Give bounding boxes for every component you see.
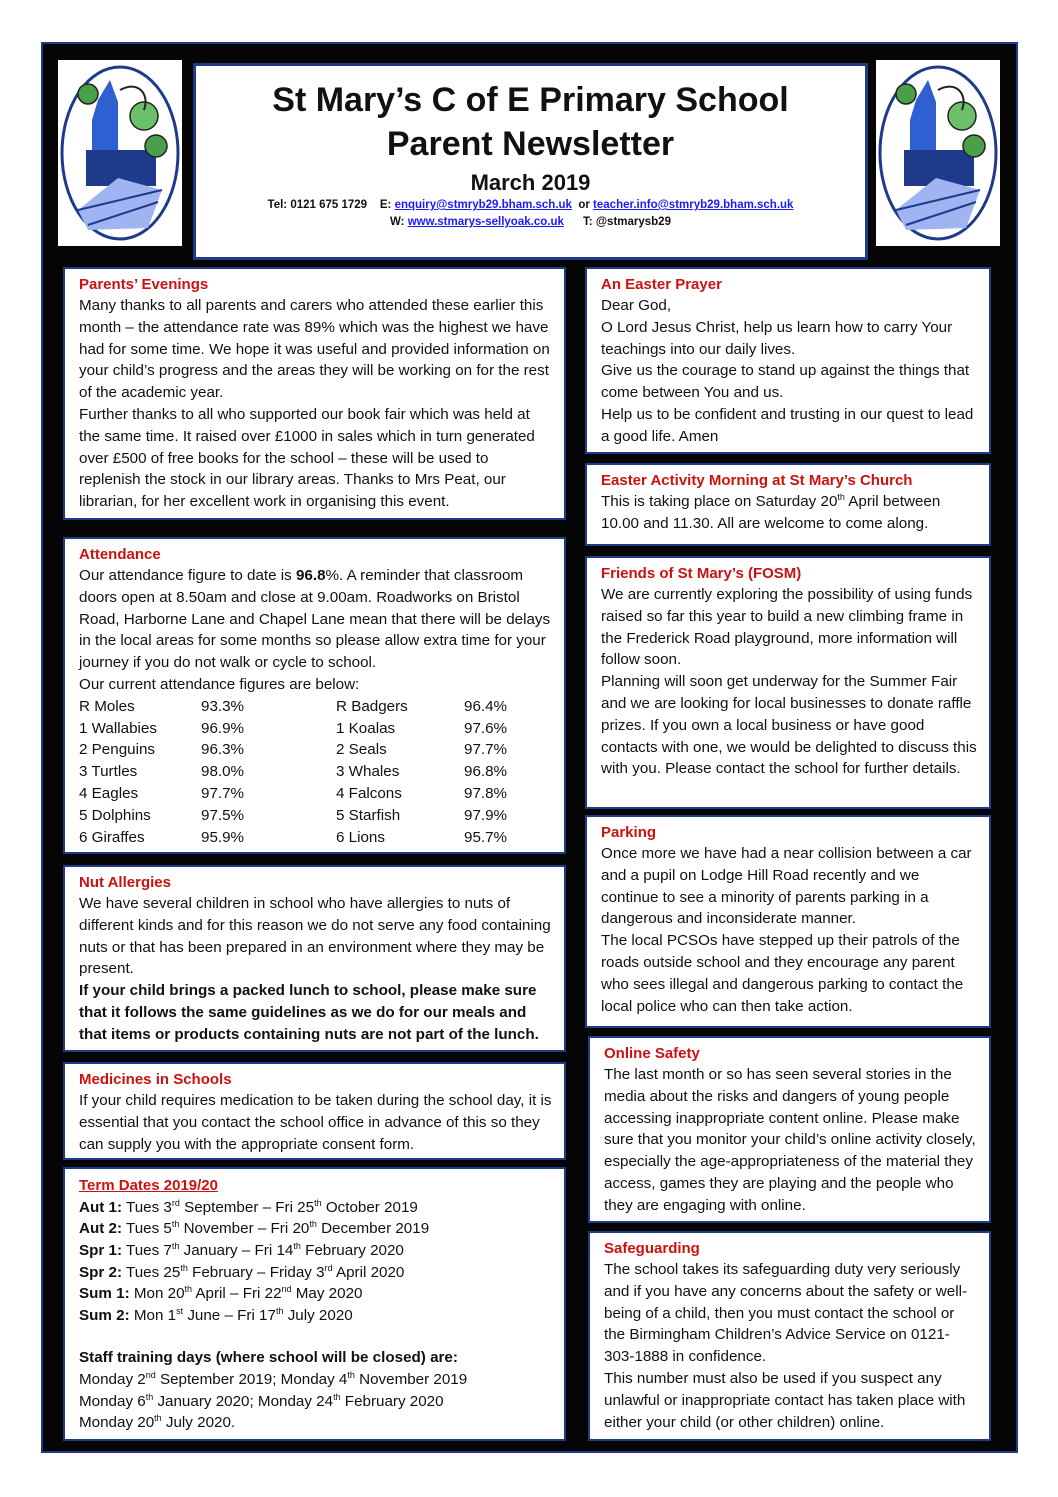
class-name: 3 Whales xyxy=(336,763,400,781)
class-rate: 95.7% xyxy=(464,828,508,846)
class-rate: 97.7% xyxy=(464,741,508,759)
website-link[interactable]: www.stmarys-sellyoak.co.uk xyxy=(407,216,564,228)
term-label: Sum 2: xyxy=(79,1306,130,1324)
training-day-line xyxy=(79,1369,552,1391)
online-safety-para1: The last month or so has seen several stories in the media about the risks and dangers of young people accessing inappropriate content online. Please make sure that you monitor your child’s online activity closely, especially the age-appropriateness of the material they access, games they are playing and the people who they are engaging with online. xyxy=(604,1066,976,1214)
term-label: Spr 2: xyxy=(79,1263,123,1281)
attendance-row xyxy=(79,805,534,827)
term-date-sup: th xyxy=(293,1240,301,1251)
term-dates-box xyxy=(63,1167,566,1441)
term-date-b: September – Fri 25 xyxy=(179,1198,315,1216)
term-date-a: Mon 20 xyxy=(129,1285,185,1303)
class-name: R Moles xyxy=(79,697,135,715)
nut-allergies-para2: If your child brings a packed lunch to school, please make sure that it follows the same guidelines as we do for our meals and that items or products containing nuts are not part of the lunch. xyxy=(79,982,539,1043)
term-date-line xyxy=(79,1305,552,1327)
term-date-c: July 2020 xyxy=(283,1306,353,1324)
training-day-part: th xyxy=(154,1413,162,1424)
training-day-line xyxy=(79,1391,552,1413)
attendance-box xyxy=(63,537,566,854)
school-logo-left xyxy=(58,60,182,246)
contact-line-2 xyxy=(196,215,865,230)
attendance-figure: 96.8 xyxy=(295,567,326,584)
easter-activity-text xyxy=(601,491,977,535)
term-date-sup: th xyxy=(314,1197,322,1208)
training-day-part: January 2020; Monday 24 xyxy=(153,1392,334,1410)
nut-allergies-para1: We have several children in school who have allergies to nuts of different kinds and for this reason we do not serve any food containing nuts or that has been prepared in an environment where they may be present. xyxy=(79,895,551,978)
term-date-line xyxy=(79,1262,552,1284)
parking-title: Parking xyxy=(601,824,657,841)
training-days-list xyxy=(79,1369,552,1434)
class-rate: 97.5% xyxy=(201,806,245,824)
term-date-c: February 2020 xyxy=(300,1241,404,1259)
term-date-line xyxy=(79,1197,552,1219)
term-dates-title: Term Dates 2019/20 xyxy=(79,1177,218,1194)
or-label: or xyxy=(578,199,590,211)
training-days-title: Staff training days (where school will be closed) are: xyxy=(79,1349,458,1367)
fosm-title: Friends of St Mary’s (FOSM) xyxy=(601,565,802,582)
training-day-part: th xyxy=(145,1391,154,1402)
class-rate: 98.0% xyxy=(201,763,245,781)
term-date-line xyxy=(79,1240,552,1262)
easter-prayer-line-2: O Lord Jesus Christ, help us learn how to carry Your teachings into our daily lives. xyxy=(601,318,953,358)
parents-evenings-para2: Further thanks to all who supported our book fair which was held at the same time. It raised over £1000 in sales which in turn generated over £500 of free books for the school – these will be used to replenish the stock in our library areas. Thanks to Mrs Peat, our librarian, for her excellent work in organising this event. xyxy=(79,405,535,511)
term-date-sup: th xyxy=(184,1284,193,1295)
term-dates-list xyxy=(79,1197,552,1327)
term-date-b: February – Friday 3 xyxy=(187,1263,325,1281)
safeguarding-title: Safeguarding xyxy=(604,1240,700,1257)
term-date-sup: rd xyxy=(324,1262,333,1273)
attendance-row xyxy=(79,739,534,761)
training-day-part: Monday 20 xyxy=(79,1414,155,1432)
safeguarding-para1: The school takes its safeguarding duty very seriously and if you have any concerns about the safety or well-being of a child, then you must contact the school or the Birmingham Children’s Advice Service on 0121-303-1888 in confidence. xyxy=(604,1261,968,1366)
class-name: 2 Seals xyxy=(336,741,387,759)
parents-evenings-title: Parents’ Evenings xyxy=(79,276,209,293)
fosm-box xyxy=(585,556,991,809)
term-date-c: May 2020 xyxy=(291,1285,363,1303)
fosm-para1: We are currently exploring the possibility of using funds raised so far this year to build a new climbing frame in the Frederick Road playground, more information will follow soon. xyxy=(601,586,973,669)
safeguarding-para2: This number must also be used if you suspect any unlawful or inappropriate contact has taken place with either your child (or other children) online. xyxy=(604,1369,966,1431)
term-date-sup: st xyxy=(176,1305,184,1316)
class-name: 4 Eagles xyxy=(79,784,139,802)
training-day-part: November 2019 xyxy=(354,1370,468,1388)
training-day-part: September 2019; Monday 4 xyxy=(155,1370,348,1388)
class-name: 6 Lions xyxy=(336,828,385,846)
class-rate: 96.3% xyxy=(201,741,245,759)
training-day-part: th xyxy=(347,1369,355,1380)
parking-para2: The local PCSOs have stepped up their patrols of the roads outside school and they encourage any parent who sees illegal and dangerous parking to contact the local police who can then take action. xyxy=(601,932,964,1015)
easter-prayer-line-3: Give us the courage to stand up against the things that come between You and us. xyxy=(601,362,970,402)
training-day-part: nd xyxy=(145,1369,156,1380)
class-name: 2 Penguins xyxy=(79,741,155,759)
class-rate: 96.8% xyxy=(464,763,508,781)
attendance-row xyxy=(79,761,534,783)
email-link-enquiry[interactable]: enquiry@stmryb29.bham.sch.uk xyxy=(394,199,572,211)
nut-allergies-box xyxy=(63,865,566,1052)
class-rate: 93.3% xyxy=(201,697,245,715)
class-name: 3 Turtles xyxy=(79,763,138,781)
class-rate: 96.9% xyxy=(201,719,245,737)
attendance-row xyxy=(79,718,534,740)
term-date-sup: th xyxy=(275,1305,284,1316)
term-date-b: November – Fri 20 xyxy=(179,1220,310,1238)
class-rate: 97.7% xyxy=(201,784,245,802)
safeguarding-box xyxy=(588,1231,991,1441)
easter-activity-title: Easter Activity Morning at St Mary’s Church xyxy=(601,472,913,489)
easter-prayer-title: An Easter Prayer xyxy=(601,276,722,293)
easter-activity-sup: th xyxy=(837,491,845,502)
attendance-table-intro: Our current attendance figures are below: xyxy=(79,675,360,693)
term-date-a: Tues 7 xyxy=(122,1241,172,1259)
term-date-b: June – Fri 17 xyxy=(183,1306,276,1324)
term-date-a: Tues 25 xyxy=(122,1263,181,1281)
class-name: 5 Starfish xyxy=(336,806,401,824)
email-label: E: xyxy=(379,199,392,211)
online-safety-box xyxy=(588,1036,991,1223)
class-name: 1 Koalas xyxy=(336,719,396,737)
attendance-intro xyxy=(79,565,552,674)
email-link-teacher[interactable]: teacher.info@stmryb29.bham.sch.uk xyxy=(593,199,794,211)
term-label: Aut 2: xyxy=(79,1220,123,1238)
class-rate: 95.9% xyxy=(201,828,245,846)
easter-activity-box xyxy=(585,463,991,546)
training-day-part: Monday 6 xyxy=(79,1392,146,1410)
online-safety-title: Online Safety xyxy=(604,1045,700,1062)
attendance-row xyxy=(79,696,534,718)
term-date-b: April – Fri 22 xyxy=(192,1285,282,1303)
term-date-sup: nd xyxy=(281,1284,292,1295)
term-date-line xyxy=(79,1218,552,1240)
easter-activity-text-a: This is taking place on Saturday 20 xyxy=(601,493,838,510)
class-name: 1 Wallabies xyxy=(79,719,157,737)
fosm-para2: Planning will soon get underway for the Summer Fair and we are looking for local businesses to donate raffle prizes. If you own a local business or have good contacts with one, we would be delighted to discuss this with you. Please contact the school for further details. xyxy=(601,673,977,778)
class-name: 4 Falcons xyxy=(336,784,402,802)
term-date-c: October 2019 xyxy=(321,1198,418,1216)
easter-activity-text-b: April between 10.00 and 11.30. All are welcome to come along. xyxy=(601,493,941,532)
training-day-part: Monday 2 xyxy=(79,1370,146,1388)
term-label: Sum 1: xyxy=(79,1285,130,1303)
class-rate: 97.6% xyxy=(464,719,508,737)
school-name: St Mary’s C of E Primary School xyxy=(272,81,789,119)
class-rate: 96.4% xyxy=(464,697,508,715)
term-date-a: Tues 3 xyxy=(122,1198,172,1216)
training-day-part: July 2020. xyxy=(161,1414,236,1432)
attendance-title: Attendance xyxy=(79,546,161,563)
easter-prayer-box xyxy=(585,267,991,454)
term-date-c: December 2019 xyxy=(316,1220,430,1238)
medicines-para1: If your child requires medication to be taken during the school day, it is essential that you contact the school office in advance of this so they can supply you with the appropriate consent form. xyxy=(79,1092,552,1153)
easter-prayer-line-4: Help us to be confident and trusting in our quest to lead a good life. Amen xyxy=(601,405,974,445)
training-day-part: February 2020 xyxy=(340,1392,444,1410)
attendance-intro-b: %. A reminder that classroom doors open at 8.50am and close at 9.00am. Roadworks on Bristol Road, Harborne Lane and Chapel Lane mean that there will be delays in the local areas for some months so please allow extra time for your journey if you do not walk or cycle to school. xyxy=(79,567,551,672)
training-day-line xyxy=(79,1412,552,1434)
training-day-part: th xyxy=(333,1391,341,1402)
attendance-intro-a: Our attendance figure to date is xyxy=(79,567,296,584)
parents-evenings-para1: Many thanks to all parents and carers who attended these earlier this month – the attendance rate was 89% which was the highest we have had for some time. We hope it was useful and provided information on your child’s progress and the areas they will be working on for the rest of the academic year. xyxy=(79,297,550,402)
parking-para1: Once more we have had a near collision between a car and a pupil on Lodge Hill Road recently and we continue to see a minority of parents parking in a dangerous and inconsiderate manner. xyxy=(601,845,972,928)
tel-number: 0121 675 1729 xyxy=(290,199,368,211)
attendance-table xyxy=(79,696,534,849)
term-date-sup: rd xyxy=(171,1197,180,1208)
medicines-box xyxy=(63,1062,566,1160)
contact-line-1 xyxy=(196,198,865,213)
term-label: Spr 1: xyxy=(79,1241,123,1259)
newsletter-title: Parent Newsletter xyxy=(386,125,675,163)
web-label: W: xyxy=(390,216,405,228)
attendance-row xyxy=(79,783,534,805)
twitter-handle: @stmarysb29 xyxy=(595,216,671,228)
parents-evenings-box xyxy=(63,267,566,520)
class-rate: 97.8% xyxy=(464,784,508,802)
term-date-b: January – Fri 14 xyxy=(179,1241,294,1259)
nut-allergies-title: Nut Allergies xyxy=(79,874,171,891)
class-name: 5 Dolphins xyxy=(79,806,151,824)
term-date-sup: th xyxy=(171,1219,180,1230)
tel-label: Tel: xyxy=(267,199,288,211)
school-logo-right xyxy=(876,60,1000,246)
attendance-row xyxy=(79,827,534,849)
medicines-title: Medicines in Schools xyxy=(79,1071,232,1088)
term-date-sup: th xyxy=(171,1240,180,1251)
twitter-label: T: xyxy=(583,216,593,228)
newsletter-header xyxy=(193,63,868,260)
class-name: R Badgers xyxy=(336,697,408,715)
term-date-a: Mon 1 xyxy=(129,1306,177,1324)
term-date-line xyxy=(79,1283,552,1305)
parking-box xyxy=(585,815,991,1028)
term-label: Aut 1: xyxy=(79,1198,123,1216)
term-date-sup: th xyxy=(180,1262,188,1273)
term-date-sup: th xyxy=(309,1219,317,1230)
term-date-a: Tues 5 xyxy=(122,1220,172,1238)
class-name: 6 Giraffes xyxy=(79,828,145,846)
term-date-c: April 2020 xyxy=(332,1263,405,1281)
class-rate: 97.9% xyxy=(464,806,508,824)
newsletter-date: March 2019 xyxy=(470,170,591,195)
easter-prayer-line-1: Dear God, xyxy=(601,297,672,314)
